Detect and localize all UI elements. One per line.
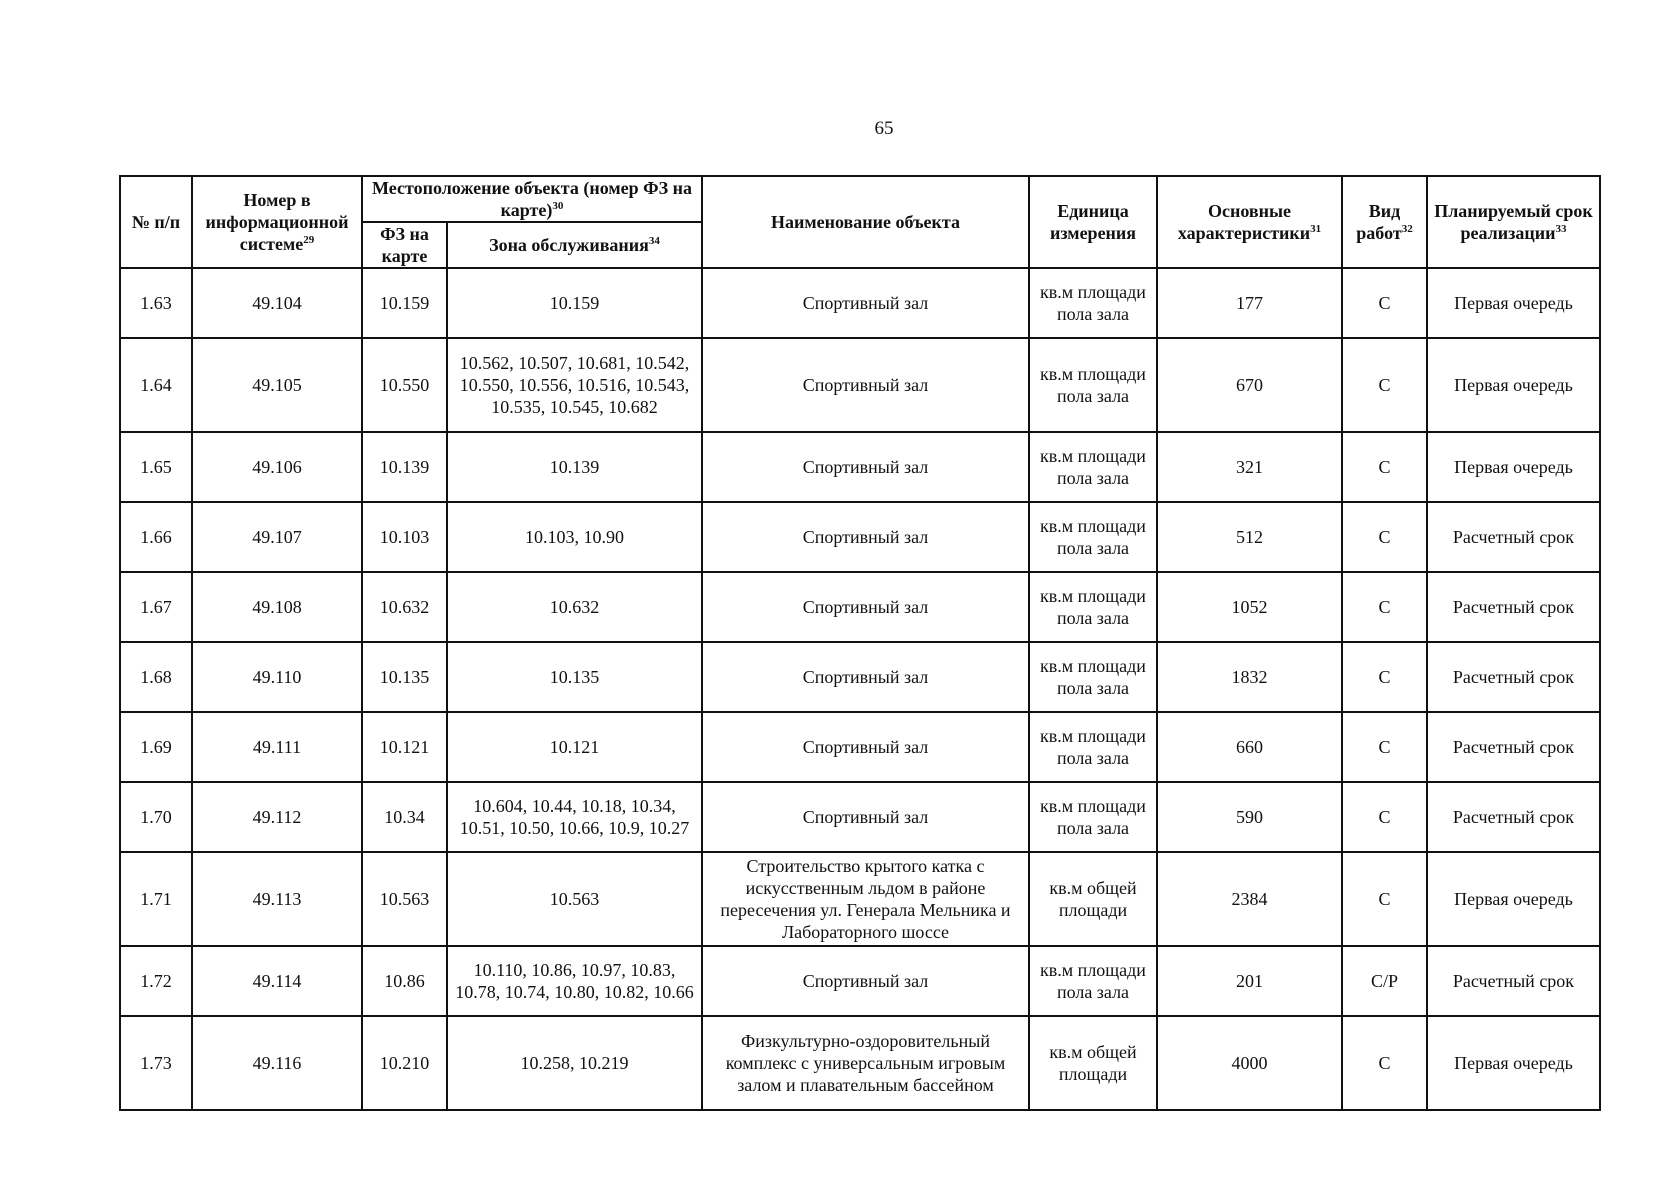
cell-work-type: С: [1342, 502, 1427, 572]
cell-planned-term: Расчетный срок: [1427, 642, 1600, 712]
cell-characteristic: 2384: [1157, 852, 1342, 946]
cell-fz: 10.86: [362, 946, 447, 1016]
cell-num: 1.66: [120, 502, 192, 572]
cell-fz: 10.135: [362, 642, 447, 712]
cell-object-name: Спортивный зал: [702, 712, 1029, 782]
table-row: [120, 432, 1600, 502]
table-row: [120, 572, 1600, 642]
table-row: [120, 946, 1600, 1016]
cell-unit: кв.м площади пола зала: [1029, 712, 1157, 782]
cell-fz: 10.103: [362, 502, 447, 572]
cell-info-number: 49.108: [192, 572, 362, 642]
table-row: [120, 268, 1600, 338]
header-info-number: Номер в информационной системе$^{29}$: [192, 176, 362, 268]
cell-info-number: 49.107: [192, 502, 362, 572]
table-row: [120, 338, 1600, 432]
header-num: № п/п: [120, 176, 192, 268]
cell-planned-term: Расчетный срок: [1427, 782, 1600, 852]
table-header: [120, 176, 1600, 268]
cell-service-zone: 10.604, 10.44, 10.18, 10.34, 10.51, 10.50, 10.66, 10.9, 10.27: [447, 782, 702, 852]
cell-object-name: Спортивный зал: [702, 432, 1029, 502]
cell-fz: 10.139: [362, 432, 447, 502]
cell-characteristic: 512: [1157, 502, 1342, 572]
table-row: [120, 1016, 1600, 1110]
cell-characteristic: 1832: [1157, 642, 1342, 712]
cell-service-zone: 10.110, 10.86, 10.97, 10.83, 10.78, 10.74, 10.80, 10.82, 10.66: [447, 946, 702, 1016]
cell-object-name: Спортивный зал: [702, 502, 1029, 572]
cell-work-type: С: [1342, 642, 1427, 712]
cell-num: 1.67: [120, 572, 192, 642]
cell-planned-term: Первая очередь: [1427, 852, 1600, 946]
cell-info-number: 49.106: [192, 432, 362, 502]
cell-num: 1.71: [120, 852, 192, 946]
cell-unit: кв.м площади пола зала: [1029, 338, 1157, 432]
cell-info-number: 49.116: [192, 1016, 362, 1110]
cell-info-number: 49.105: [192, 338, 362, 432]
cell-unit: кв.м площади пола зала: [1029, 782, 1157, 852]
header-planned-term: Планируемый срок реализации$^{33}$: [1427, 176, 1600, 268]
cell-planned-term: Расчетный срок: [1427, 712, 1600, 782]
cell-characteristic: 590: [1157, 782, 1342, 852]
cell-num: 1.73: [120, 1016, 192, 1110]
facilities-table: [119, 175, 1601, 1111]
cell-fz: 10.210: [362, 1016, 447, 1110]
cell-fz: 10.632: [362, 572, 447, 642]
cell-num: 1.64: [120, 338, 192, 432]
cell-work-type: С: [1342, 268, 1427, 338]
cell-fz: 10.34: [362, 782, 447, 852]
cell-fz: 10.550: [362, 338, 447, 432]
cell-characteristic: 177: [1157, 268, 1342, 338]
cell-work-type: С: [1342, 338, 1427, 432]
cell-planned-term: Расчетный срок: [1427, 572, 1600, 642]
cell-service-zone: 10.632: [447, 572, 702, 642]
cell-characteristic: 201: [1157, 946, 1342, 1016]
header-characteristics: Основные характеристики$^{31}$: [1157, 176, 1342, 268]
cell-work-type: С: [1342, 852, 1427, 946]
cell-object-name: Спортивный зал: [702, 572, 1029, 642]
table-row: [120, 502, 1600, 572]
cell-unit: кв.м общей площади: [1029, 1016, 1157, 1110]
cell-info-number: 49.113: [192, 852, 362, 946]
table-row: [120, 782, 1600, 852]
cell-unit: кв.м общей площади: [1029, 852, 1157, 946]
cell-service-zone: 10.135: [447, 642, 702, 712]
cell-planned-term: Расчетный срок: [1427, 502, 1600, 572]
cell-work-type: С/Р: [1342, 946, 1427, 1016]
cell-object-name: Спортивный зал: [702, 782, 1029, 852]
cell-work-type: С: [1342, 782, 1427, 852]
cell-service-zone: 10.563: [447, 852, 702, 946]
cell-service-zone: 10.139: [447, 432, 702, 502]
cell-info-number: 49.104: [192, 268, 362, 338]
table-row: [120, 712, 1600, 782]
cell-planned-term: Расчетный срок: [1427, 946, 1600, 1016]
cell-characteristic: 321: [1157, 432, 1342, 502]
header-work-type: Вид работ$^{32}$: [1342, 176, 1427, 268]
cell-unit: кв.м площади пола зала: [1029, 946, 1157, 1016]
cell-unit: кв.м площади пола зала: [1029, 572, 1157, 642]
cell-object-name: Строительство крытого катка с искусственным льдом в районе пересечения ул. Генерала Мельника и Лабораторного шоссе: [702, 852, 1029, 946]
table-row: [120, 642, 1600, 712]
cell-num: 1.72: [120, 946, 192, 1016]
cell-object-name: Спортивный зал: [702, 268, 1029, 338]
cell-service-zone: 10.159: [447, 268, 702, 338]
cell-unit: кв.м площади пола зала: [1029, 642, 1157, 712]
cell-planned-term: Первая очередь: [1427, 432, 1600, 502]
cell-info-number: 49.110: [192, 642, 362, 712]
cell-info-number: 49.111: [192, 712, 362, 782]
cell-fz: 10.563: [362, 852, 447, 946]
cell-service-zone: 10.121: [447, 712, 702, 782]
cell-object-name: Спортивный зал: [702, 338, 1029, 432]
cell-service-zone: 10.103, 10.90: [447, 502, 702, 572]
cell-service-zone: 10.258, 10.219: [447, 1016, 702, 1110]
header-object-name: Наименование объекта: [702, 176, 1029, 268]
header-location: Местоположение объекта (номер ФЗ на карте)$^{30}$: [362, 176, 702, 222]
cell-planned-term: Первая очередь: [1427, 268, 1600, 338]
cell-fz: 10.159: [362, 268, 447, 338]
cell-characteristic: 1052: [1157, 572, 1342, 642]
cell-work-type: С: [1342, 712, 1427, 782]
cell-work-type: С: [1342, 572, 1427, 642]
cell-characteristic: 670: [1157, 338, 1342, 432]
header-unit: Единица измерения: [1029, 176, 1157, 268]
cell-service-zone: 10.562, 10.507, 10.681, 10.542, 10.550, 10.556, 10.516, 10.543, 10.535, 10.545, 10.682: [447, 338, 702, 432]
cell-object-name: Физкультурно-оздоровительный комплекс с универсальным игровым залом и плавательным бассейном: [702, 1016, 1029, 1110]
cell-work-type: С: [1342, 432, 1427, 502]
cell-num: 1.68: [120, 642, 192, 712]
cell-planned-term: Первая очередь: [1427, 338, 1600, 432]
cell-num: 1.63: [120, 268, 192, 338]
cell-unit: кв.м площади пола зала: [1029, 502, 1157, 572]
table-body: [120, 268, 1600, 1110]
cell-info-number: 49.114: [192, 946, 362, 1016]
cell-num: 1.65: [120, 432, 192, 502]
cell-characteristic: 660: [1157, 712, 1342, 782]
cell-unit: кв.м площади пола зала: [1029, 432, 1157, 502]
cell-planned-term: Первая очередь: [1427, 1016, 1600, 1110]
table-row: [120, 852, 1600, 946]
page-number: 65: [874, 118, 894, 139]
cell-unit: кв.м площади пола зала: [1029, 268, 1157, 338]
cell-num: 1.70: [120, 782, 192, 852]
cell-characteristic: 4000: [1157, 1016, 1342, 1110]
header-service-zone: Зона обслуживания$^{34}$: [447, 222, 702, 268]
cell-info-number: 49.112: [192, 782, 362, 852]
cell-object-name: Спортивный зал: [702, 642, 1029, 712]
cell-work-type: С: [1342, 1016, 1427, 1110]
cell-num: 1.69: [120, 712, 192, 782]
header-fz-on-map: ФЗ на карте: [362, 222, 447, 268]
cell-object-name: Спортивный зал: [702, 946, 1029, 1016]
cell-fz: 10.121: [362, 712, 447, 782]
